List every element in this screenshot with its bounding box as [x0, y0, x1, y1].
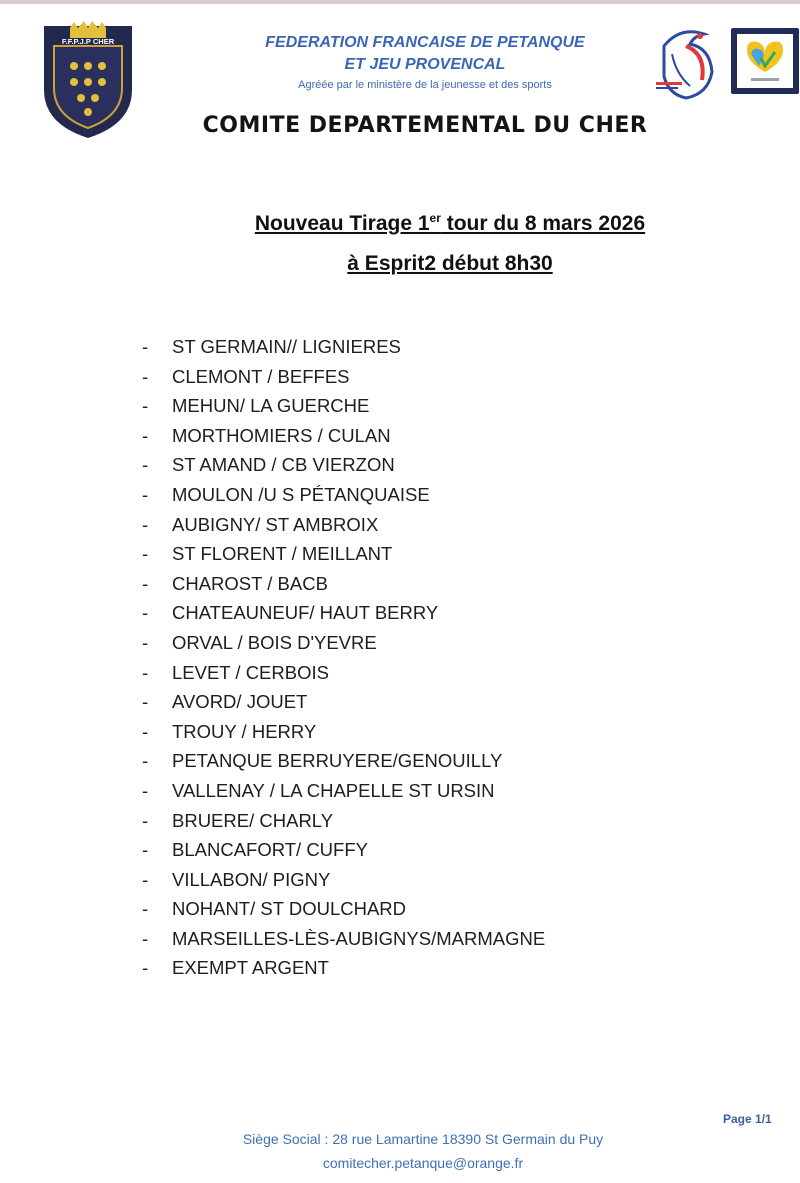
match-item [142, 628, 545, 658]
federation-subtitle: Agréée par le ministère de la jeunesse et des sports [298, 79, 552, 91]
match-item [142, 421, 545, 451]
match-item [142, 717, 545, 747]
match-label: MOULON /U S PÉTANQUAISE [172, 483, 430, 505]
match-label: ST AMAND / CB VIERZON [172, 454, 395, 476]
match-label: VALLENAY / LA CHAPELLE ST URSIN [172, 779, 495, 801]
list-dash: - [142, 543, 149, 565]
footer-address: Siège Social : 28 rue Lamartine 18390 St Germain du Puy [242, 1131, 604, 1147]
match-item [142, 658, 545, 688]
match-item [142, 687, 545, 717]
list-dash: - [142, 779, 149, 801]
match-item [142, 539, 545, 569]
list-dash: - [142, 454, 149, 476]
crest-text: F.F.P.J.P CHER [61, 37, 115, 46]
sport-label-logo [731, 28, 799, 94]
match-label: CHAROST / BACB [172, 572, 328, 594]
match-label: VILLABON/ PIGNY [172, 868, 331, 890]
match-label: ST GERMAIN// LIGNIERES [172, 336, 401, 357]
match-label: EXEMPT ARGENT [172, 957, 329, 979]
match-label: PETANQUE BERRUYERE/GENOUILLY [172, 750, 503, 772]
match-label: ORVAL / BOIS D'YEVRE [172, 631, 377, 653]
match-label: BLANCAFORT/ CUFFY [172, 839, 368, 861]
federation-title [230, 32, 620, 76]
list-dash: - [142, 839, 149, 861]
match-label: TROUY / HERRY [172, 720, 317, 742]
draw-title-part1: Nouveau Tirage 1 [254, 212, 430, 235]
match-item [142, 894, 545, 924]
draw-title-superscript: er [429, 211, 441, 225]
list-dash: - [142, 336, 149, 357]
match-label: AUBIGNY/ ST AMBROIX [172, 513, 379, 535]
match-item [142, 953, 545, 983]
list-dash: - [142, 395, 149, 417]
match-label: MORTHOMIERS / CULAN [172, 424, 391, 446]
rooster-logo-icon [650, 24, 720, 102]
match-item [142, 450, 545, 480]
match-label: BRUERE/ CHARLY [172, 809, 334, 831]
match-item [142, 865, 545, 895]
list-dash: - [142, 483, 149, 505]
list-dash: - [142, 513, 149, 535]
hearts-logo-icon [731, 28, 799, 94]
list-dash: - [142, 631, 149, 653]
draw-title-part2: tour du 8 mars 2026 [440, 212, 646, 235]
top-border [0, 0, 800, 4]
comite-title: COMITE DEPARTEMENTAL DU CHER [202, 113, 648, 138]
match-label: AVORD/ JOUET [172, 691, 308, 713]
draw-title [0, 203, 800, 239]
match-item [142, 510, 545, 540]
list-dash: - [142, 661, 149, 683]
page-number: Page 1/1 [723, 1112, 772, 1126]
match-item [142, 332, 545, 362]
footer-email: comitecher.petanque@orange.fr [322, 1155, 524, 1171]
draw-location: à Esprit2 début 8h30 [347, 252, 553, 275]
match-label: CLEMONT / BEFFES [172, 365, 350, 387]
list-dash: - [142, 572, 149, 594]
match-item [142, 776, 545, 806]
list-dash: - [142, 809, 149, 831]
list-dash: - [142, 957, 149, 979]
match-label: LEVET / CERBOIS [172, 661, 329, 683]
list-dash: - [142, 927, 149, 949]
match-item [142, 924, 545, 954]
match-item [142, 569, 545, 599]
list-dash: - [142, 365, 149, 387]
match-label: MARSEILLES-LÈS-AUBIGNYS/MARMAGNE [172, 927, 546, 949]
match-label: MEHUN/ LA GUERCHE [172, 395, 370, 417]
federation-title-line2: ET JEU PROVENCAL [344, 56, 506, 73]
match-item [142, 598, 545, 628]
match-label: NOHANT/ ST DOULCHARD [172, 898, 407, 920]
match-item [142, 746, 545, 776]
match-label: CHATEAUNEUF/ HAUT BERRY [172, 602, 439, 624]
match-item [142, 806, 545, 836]
list-dash: - [142, 898, 149, 920]
list-dash: - [142, 868, 149, 890]
list-dash: - [142, 750, 149, 772]
list-dash: - [142, 424, 149, 446]
match-item [142, 835, 545, 865]
list-dash: - [142, 720, 149, 742]
match-item [142, 480, 545, 510]
match-list [142, 332, 545, 983]
list-dash: - [142, 691, 149, 713]
match-item [142, 362, 545, 392]
match-label: ST FLORENT / MEILLANT [172, 543, 393, 565]
federation-title-line1: FEDERATION FRANCAISE DE PETANQUE [265, 34, 585, 51]
match-item [142, 391, 545, 421]
list-dash: - [142, 602, 149, 624]
